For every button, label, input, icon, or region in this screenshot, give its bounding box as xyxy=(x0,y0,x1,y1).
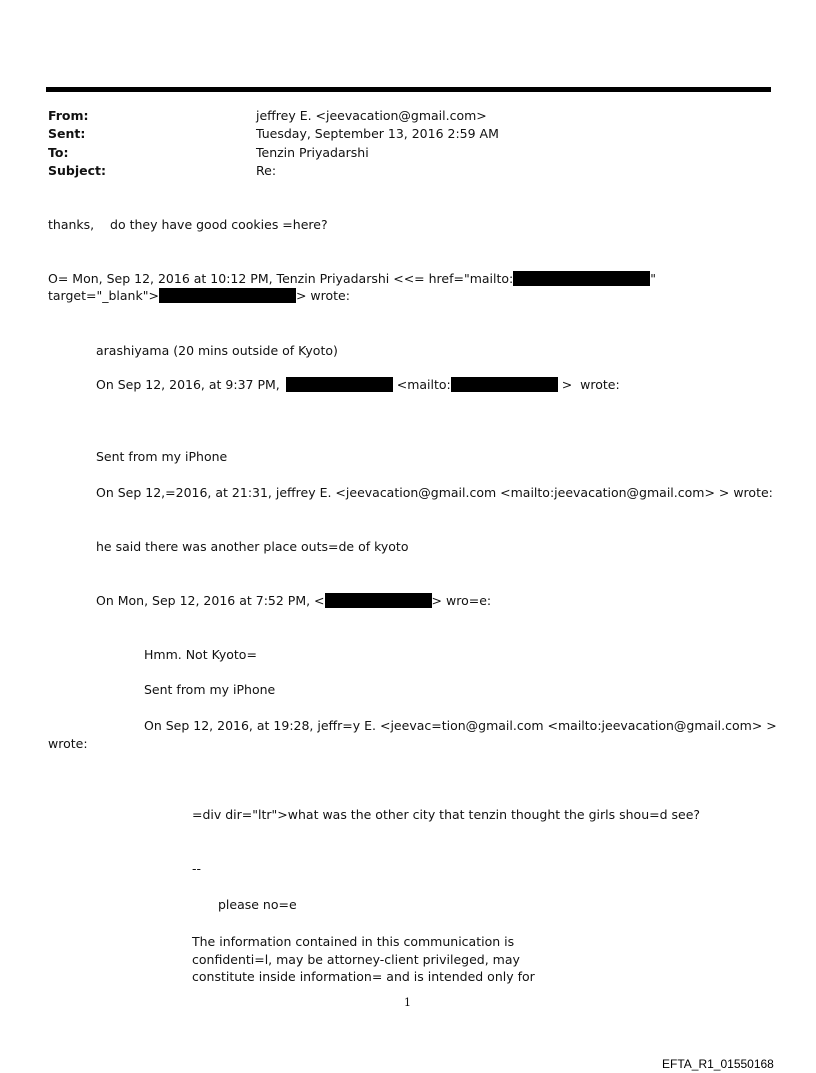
confidentiality-line-2: confidenti=l, may be attorney-client privileged, may xyxy=(192,952,520,967)
arashiyama-text: arashiyama (20 mins outside of Kyoto) xyxy=(96,343,338,358)
quote4-prefix: On Mon, Sep 12, 2016 at 7:52 PM, < xyxy=(96,593,325,608)
redaction-box xyxy=(451,377,558,392)
quote5-wrote: wrote: xyxy=(48,736,88,751)
sent-from-iphone-1: Sent from my iPhone xyxy=(96,449,228,464)
redaction-box xyxy=(159,288,296,303)
document-id: EFTA_R1_01550168 xyxy=(662,1057,774,1071)
quote5-line: On Sep 12, 2016, at 19:28, jeffr=y E. <jeevac=tion@gmail.com <mailto:jeevacation@gmail.com> > xyxy=(144,718,777,733)
quote2-mailto: <mailto: xyxy=(396,377,451,392)
quote1-line1 xyxy=(48,271,656,287)
other-place-text: he said there was another place outs=de of kyoto xyxy=(96,539,409,554)
redaction-box xyxy=(286,377,393,392)
hmm-text: Hmm. Not Kyoto= xyxy=(144,647,257,662)
quote1-wrote: > wrote: xyxy=(295,288,350,303)
from-value: jeffrey E. <jeevacation@gmail.com> xyxy=(256,108,487,123)
quote1-prefix: O= Mon, Sep 12, 2016 at 10:12 PM, Tenzin Priyadarshi <<= href="mailto: xyxy=(48,271,514,286)
quote1-target: target="_blank"> xyxy=(48,288,159,303)
signature-dashes: -- xyxy=(192,861,202,876)
quote1-line2 xyxy=(48,288,350,304)
quote2-wrote: > wrote: xyxy=(561,377,620,392)
reply-text: thanks, do they have good cookies =here? xyxy=(48,217,328,232)
quote4-line xyxy=(96,593,491,609)
sent-value: Tuesday, September 13, 2016 2:59 AM xyxy=(256,126,499,141)
div-line-text: =div dir="ltr">what was the other city that tenzin thought the girls shou=d see? xyxy=(192,807,701,822)
confidentiality-line-3: constitute inside information= and is intended only for xyxy=(192,969,535,984)
redaction-box xyxy=(325,593,432,608)
page-number: 1 xyxy=(404,996,411,1009)
sent-label: Sent: xyxy=(48,126,86,141)
sent-from-iphone-2: Sent from my iPhone xyxy=(144,682,276,697)
to-value: Tenzin Priyadarshi xyxy=(256,145,369,160)
quote2-prefix: On Sep 12, 2016, at 9:37 PM, xyxy=(96,377,280,392)
confidentiality-line-1: The information contained in this communication is xyxy=(192,934,515,949)
header-rule xyxy=(46,87,771,92)
from-label: From: xyxy=(48,108,89,123)
quote2-line xyxy=(96,377,620,393)
quote1-quote: " xyxy=(650,271,657,286)
quote4-wrote: > wro=e: xyxy=(431,593,492,608)
subject-value: Re: xyxy=(256,163,277,178)
quote3-line: On Sep 12,=2016, at 21:31, jeffrey E. <jeevacation@gmail.com <mailto:jeevacation@gmail.com> > wrote: xyxy=(96,485,773,500)
please-note-text: please no=e xyxy=(218,897,297,912)
to-label: To: xyxy=(48,145,69,160)
subject-label: Subject: xyxy=(48,163,106,178)
redaction-box xyxy=(513,271,650,286)
